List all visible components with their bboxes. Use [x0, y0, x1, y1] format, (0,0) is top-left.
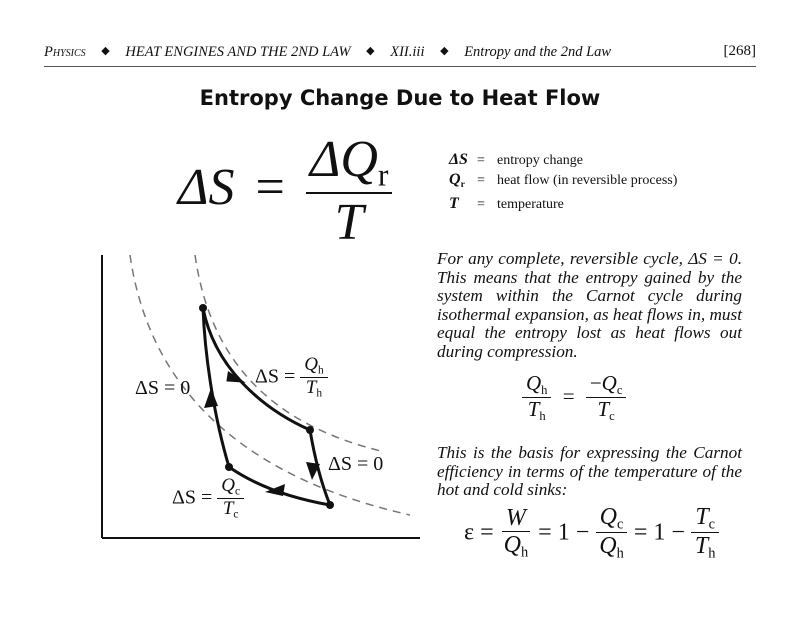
label-adiabatic-left: ΔS = 0: [135, 377, 191, 399]
page-number: [268]: [723, 43, 756, 59]
arrow-icon: [204, 388, 218, 408]
symbol-definitions: [449, 150, 677, 214]
arrow-icon: [265, 484, 285, 496]
label-adiabatic-right: ΔS = 0: [328, 453, 384, 475]
running-header: [44, 44, 611, 61]
definition-row: ΔS = entropy change: [449, 151, 583, 168]
state-point: [225, 463, 233, 471]
label-hot-entropy: ΔS = $\frac{Q_h}{T_h}$: [255, 355, 328, 400]
definition-row: T = temperature: [449, 194, 564, 212]
label-cold-entropy: ΔS = $\frac{Q_c}{T_c}$: [172, 476, 244, 521]
entropy-ratio-equation: $\frac{Q_h}{T_h}$ = $\frac{-Q_c}{T_c}$: [522, 372, 626, 424]
header-rule: [44, 66, 756, 67]
header-topic: Entropy and the 2nd Law: [464, 44, 612, 60]
header-chapter: HEAT ENGINES AND THE 2ND LAW: [125, 44, 351, 60]
definition-row: $Q_r$ = heat flow (in reversible process): [449, 171, 678, 190]
efficiency-equation: ε = $\frac{W}{Q_h}$ = 1 − $\frac{Q_c}{Q_h}$ = 1 − $\frac{T_c}{T_h}$: [464, 505, 719, 563]
adiabatic-compression-path: [203, 308, 229, 467]
main-eq-lhs: ΔS: [178, 159, 235, 217]
diamond-icon: ◆: [101, 45, 110, 57]
state-point: [199, 304, 207, 312]
state-point: [326, 501, 334, 509]
diamond-icon: ◆: [366, 45, 375, 57]
diamond-icon: ◆: [440, 45, 449, 57]
efficiency-paragraph: This is the basis for expressing the Carnot efficiency in terms of the temperature of the hot and cold sinks:: [437, 443, 742, 499]
explanation-paragraph: For any complete, reversible cycle, ΔS = 0. This means that the entropy gained by the system within the Carnot cycle during isothermal expansion, as heat flows in, must equal the entropy lost as heat flows out during compression.: [437, 249, 742, 361]
state-point: [306, 426, 314, 434]
header-section: XII.iii: [390, 44, 425, 60]
header-subject: Physics: [44, 44, 86, 60]
page-title: Entropy Change Due to Heat Flow: [199, 86, 601, 110]
main-eq-fraction: $\frac{\Delta Q_r}{T}$: [306, 133, 392, 251]
hot-isotherm: [195, 255, 385, 452]
main-equation: ΔS = $\frac{\Delta Q_r}{T}$: [178, 133, 392, 251]
